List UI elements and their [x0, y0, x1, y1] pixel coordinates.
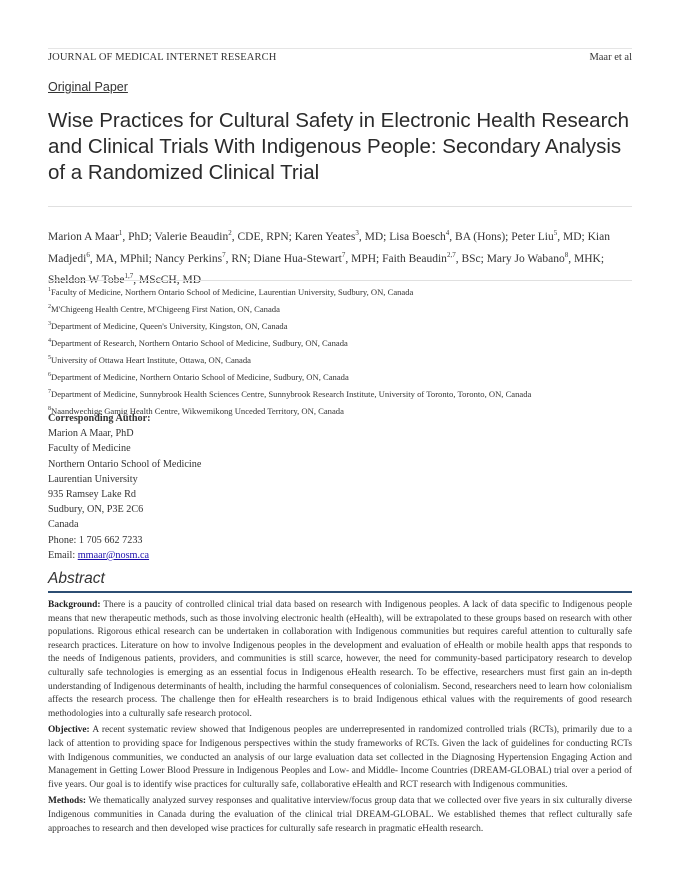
abstract-section-text: We thematically analyzed survey responses and qualitative interview/focus group data that we collected over five years in six culturally diverse Indigenous communities in Canada during the evaluation of the clinical trial DREAM-GLOBAL. We established themes that reflect culturally safe approaches to research and then developed wise practices for culturally safe research in pragmatic eHealth research. — [48, 796, 632, 834]
author-affil-sup: 1 — [118, 229, 123, 237]
article-title: Wise Practices for Cultural Safety in Electronic Health Research and Clinical Trials With Indigenous People: Secondary Analysis of a Randomized Clinical Trial — [48, 109, 630, 184]
abstract-body — [48, 599, 632, 839]
abstract-section-label: Methods: — [48, 796, 87, 807]
author-name: Nancy Perkins — [154, 252, 223, 265]
affiliation-text: Department of Medicine, Queen's University, Kingston, ON, Canada — [51, 320, 288, 331]
corresponding-email-line — [48, 548, 348, 563]
email-label: Email: — [48, 549, 78, 561]
affiliation-list — [48, 283, 632, 419]
affiliation — [48, 351, 632, 368]
affiliation-sup: 7 — [48, 388, 51, 395]
author-entry — [154, 231, 294, 243]
author-name: Marion A Maar — [48, 230, 119, 243]
abstract-section-text: There is a paucity of controlled clinical trial data based on research with Indigenous peoples. A lack of data specific to Indigenous people means that new therapeutic methods, such as those involving electronic health (eHealth), will be extrapolated to these groups based on research with other populations. Rigorous ethical research can be undertaken in collaboration with Indigenous communities but requires careful attention to culturally safe research practices. Literature on how to involve Indigenous peoples in the development and evaluation of eHealth or mobile health apps that responds to the needs of Indigenous patients, providers, and communities is still scarce, however, the need for community-based participatory research to develop culturally safe technologies is emerging as an essential focus in Indigenous eHealth research. To be effective, researchers must first gain an in-depth understanding of Indigenous determinants of health, including the harmful consequences of colonialism. Second, researchers need to learn how colonialism affects the research process. The challenge then for eHealth researchers is to braid Indigenous ethical values with the requirements of good research methodologies into a culturally safe research protocol. — [48, 600, 632, 719]
author-name: Faith Beaudin — [382, 252, 447, 265]
author-affil-sup: 8 — [564, 250, 569, 259]
journal-name: JOURNAL OF MEDICAL INTERNET RESEARCH — [48, 52, 277, 63]
address-line: 935 Ramsey Lake Rd — [48, 489, 136, 501]
address-line: Marion A Maar, PhD — [48, 428, 134, 440]
affiliation — [48, 283, 632, 300]
affiliation-sup: 1 — [48, 287, 51, 293]
author-entry — [48, 231, 154, 243]
running-header — [48, 52, 632, 66]
author-affil-sup: 7 — [222, 250, 226, 259]
affiliation-text: Department of Medicine, Northern Ontario School of Medicine, Sudbury, ON, Canada — [51, 371, 349, 382]
author-name: Karen Yeates — [294, 230, 356, 243]
affiliation — [48, 317, 632, 334]
affiliation-sup: 3 — [48, 320, 51, 327]
author-credentials: , MHK; — [568, 252, 605, 265]
email-link[interactable]: mmaar@nosm.ca — [77, 549, 150, 561]
running-author: Maar et al — [589, 52, 632, 63]
abstract-section-text: A recent systematic review showed that Indigenous peoples are underrepresented in randomized controlled trials (RCTs), primarily due to a lack of attention to providing space for Indigenous perspectives within the study frameworks of RCTs. Given the lack of guidelines for conducting RCTs with Indigenous communities, we conducted an analysis of our large evaluation data set collected in the Diagnosing Hypertension Engaging Action and Management in Getting Lower Blood Pressure in Indigenous Peoples and Low- and Middle- Income Countries (DREAM-GLOBAL) trial over a period of five years. Our goal is to identify wise practices for culturally safe, collaborative eHealth and RCT research with Indigenous communities. — [48, 725, 632, 790]
corresponding-address — [48, 426, 348, 548]
address-line: Canada — [48, 519, 79, 531]
author-credentials: , MD; — [358, 230, 390, 243]
affiliation — [48, 385, 632, 402]
author-name: Valerie Beaudin — [154, 230, 229, 243]
header-divider — [48, 48, 632, 49]
abstract-divider — [48, 591, 632, 593]
corresponding-heading: Corresponding Author: — [48, 413, 151, 424]
affiliation-sup: 4 — [48, 337, 51, 344]
author-entry — [382, 250, 487, 265]
paper-type: Original Paper — [48, 80, 128, 94]
affiliation-text: Department of Research, Northern Ontario School of Medicine, Sudbury, ON, Canada — [51, 337, 348, 348]
author-credentials: , MA, MPhil; — [89, 252, 155, 265]
author-affil-sup: 1,7 — [124, 272, 134, 281]
author-entry — [511, 231, 587, 243]
author-affil-sup: 4 — [445, 229, 450, 237]
abstract-section — [48, 599, 632, 721]
abstract-section — [48, 724, 632, 792]
affiliation-sup: 5 — [48, 354, 51, 361]
author-credentials: , BA (Hons); — [449, 230, 512, 243]
address-line: Phone: 1 705 662 7233 — [48, 534, 143, 546]
author-affil-sup: 2,7 — [446, 250, 456, 259]
address-line: Laurentian University — [48, 473, 138, 485]
author-credentials: , MPH; — [345, 252, 383, 265]
author-credentials: , PhD; — [122, 230, 155, 243]
affiliation — [48, 368, 632, 385]
abstract-heading: Abstract — [48, 570, 105, 587]
author-affil-sup: 3 — [355, 229, 359, 237]
author-affil-sup: 6 — [86, 250, 90, 259]
author-credentials: , CDE, RPN; — [231, 230, 295, 243]
author-credentials: , MScCH, MD — [133, 274, 201, 287]
address-line: Faculty of Medicine — [48, 443, 131, 455]
affiliation-text: M'Chigeeng Health Centre, M'Chigeeng First Nation, ON, Canada — [51, 303, 280, 314]
author-credentials: , MD; — [557, 230, 588, 243]
affiliation-sup: 8 — [48, 405, 51, 412]
author-name: Mary Jo Wabano — [486, 252, 565, 265]
abstract-section-label: Background: — [48, 600, 101, 610]
author-name: Lisa Boesch — [389, 230, 446, 243]
affiliation-sup: 2 — [48, 303, 51, 310]
affiliation-text: Department of Medicine, Sunnybrook Health Sciences Centre, Sunnybrook Research Institute, University of Toronto, Toronto, ON, Canada — [51, 388, 532, 399]
address-line: Sudbury, ON, P3E 2C6 — [48, 504, 144, 516]
authors-divider — [48, 280, 632, 281]
author-entry — [154, 250, 254, 265]
address-line: Northern Ontario School of Medicine — [48, 458, 202, 470]
paper-page — [48, 0, 632, 880]
author-affil-sup: 2 — [228, 229, 232, 237]
affiliation-sup: 6 — [48, 371, 51, 378]
affiliation-text: University of Ottawa Heart Institute, Ottawa, ON, Canada — [51, 354, 251, 365]
author-affil-sup: 7 — [341, 250, 346, 259]
author-entry — [486, 250, 605, 265]
affiliation-text: Faculty of Medicine, Northern Ontario School of Medicine, Laurentian University, Sudbury, ON, Canada — [51, 286, 414, 297]
affiliation-text: Naandwechige Gamig Health Centre, Wikwemikong Unceded Territory, ON, Canada — [51, 405, 344, 416]
author-entry — [389, 231, 511, 243]
title-divider — [48, 206, 632, 207]
author-credentials: , RN; — [225, 252, 254, 265]
author-name: Kian Madjedi — [48, 230, 610, 265]
author-name: Diane Hua-Stewart — [253, 252, 342, 265]
author-credentials: , BSc; — [455, 252, 487, 265]
affiliation — [48, 300, 632, 317]
affiliation — [48, 334, 632, 351]
author-entry — [295, 231, 390, 243]
author-entry — [253, 250, 383, 265]
abstract-section — [48, 795, 632, 836]
corresponding-author — [48, 411, 348, 563]
author-affil-sup: 5 — [553, 229, 558, 237]
author-name: Sheldon W Tobe — [48, 274, 125, 287]
abstract-section-label: Objective: — [48, 725, 90, 736]
author-name: Peter Liu — [511, 230, 554, 243]
